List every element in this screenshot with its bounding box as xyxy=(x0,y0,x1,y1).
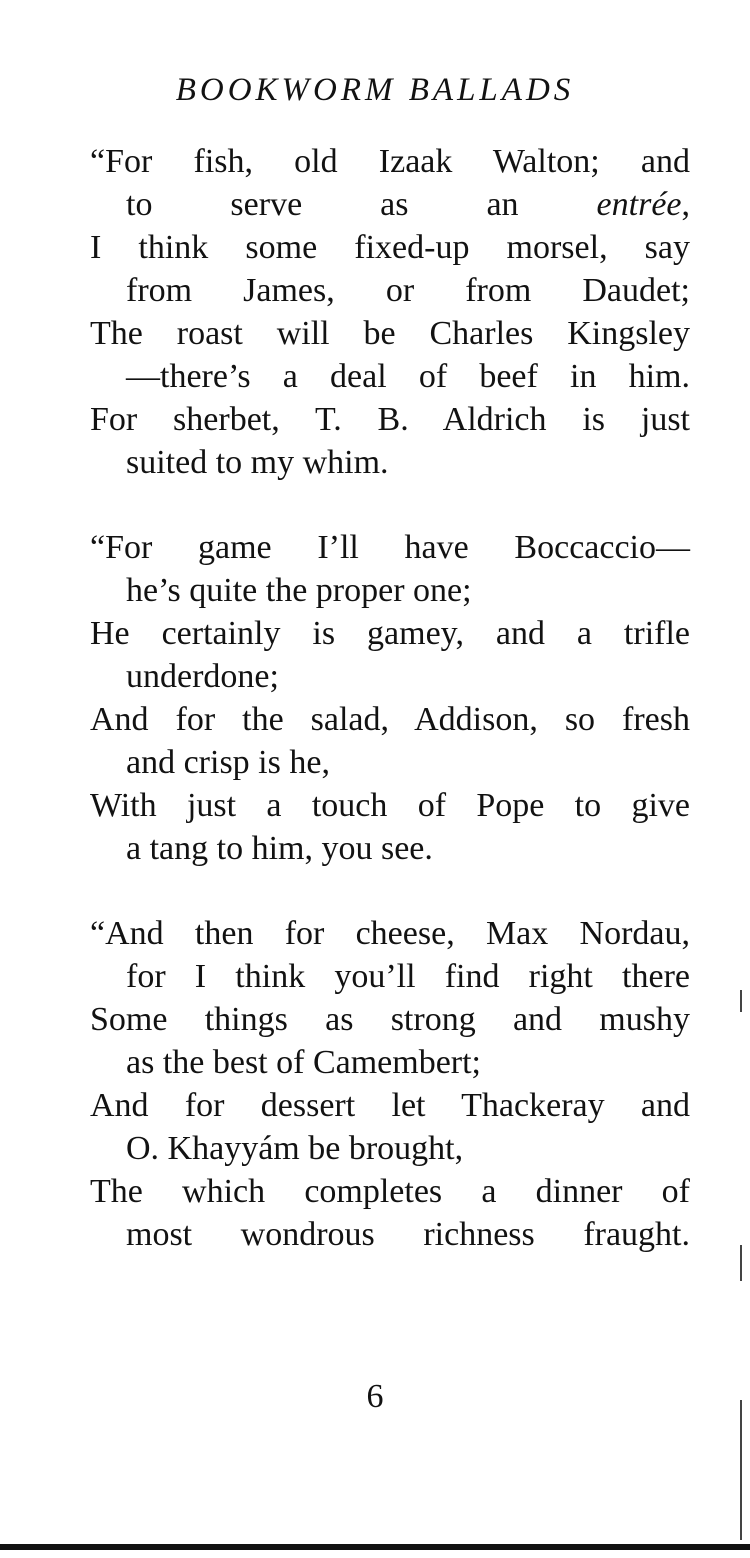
verse-line: for I think you’ll find right there xyxy=(126,958,690,995)
verse-line: With just a touch of Pope to give xyxy=(90,787,690,824)
verse-line: most wondrous richness fraught. xyxy=(126,1216,690,1253)
page-number: 6 xyxy=(366,1378,384,1415)
scan-edge-mark xyxy=(740,990,742,1012)
stanza-1 xyxy=(90,140,690,484)
scan-edge-mark xyxy=(740,1245,742,1281)
verse-line: For sherbet, T. B. Aldrich is just xyxy=(90,401,690,438)
verse-line: —there’s a deal of beef in him. xyxy=(126,358,690,395)
stanza-2 xyxy=(90,526,690,870)
verse-line: Some things as strong and mushy xyxy=(90,1001,690,1038)
verse-line: “For game I’ll have Boccaccio— xyxy=(90,529,690,566)
verse-line: And for dessert let Thackeray and xyxy=(90,1087,690,1124)
verse-line: he’s quite the proper one; xyxy=(126,572,472,609)
verse-line: He certainly is gamey, and a trifle xyxy=(90,615,690,652)
verse-line: a tang to him, you see. xyxy=(126,830,433,867)
verse-line: underdone; xyxy=(126,658,279,695)
verse-line: “And then for cheese, Max Nordau, xyxy=(90,915,690,952)
verse-line: as the best of Camembert; xyxy=(126,1044,482,1081)
verse-line: and crisp is he, xyxy=(126,744,330,781)
bottom-rule xyxy=(0,1544,750,1550)
verse-line: suited to my whim. xyxy=(126,444,389,481)
stanza-3 xyxy=(90,912,690,1256)
scan-edge-mark xyxy=(740,1400,742,1540)
verse-line: O. Khayyám be brought, xyxy=(126,1130,464,1167)
verse-line: from James, or from Daudet; xyxy=(126,272,690,309)
poem-body xyxy=(90,140,690,1298)
verse-line: And for the salad, Addison, so fresh xyxy=(90,701,690,738)
verse-line: The which completes a dinner of xyxy=(90,1173,690,1210)
verse-line: “For fish, old Izaak Walton; and xyxy=(90,143,690,180)
verse-line: to serve as an entrée, xyxy=(126,186,690,223)
verse-line: The roast will be Charles Kingsley xyxy=(90,315,690,352)
verse-line: I think some fixed-up morsel, say xyxy=(90,229,690,266)
running-header: BOOKWORM BALLADS xyxy=(175,72,575,108)
italic-word: entrée xyxy=(596,186,682,223)
